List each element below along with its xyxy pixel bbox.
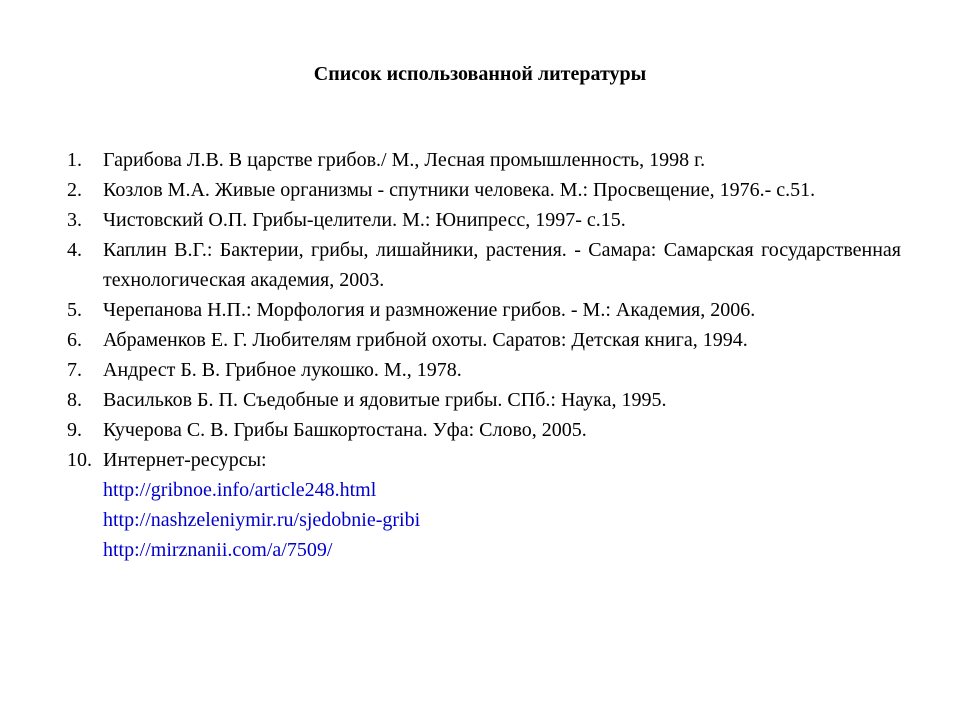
resource-link[interactable]: http://gribnoe.info/article248.html	[103, 479, 377, 501]
resource-link[interactable]: http://mirznanii.com/a/7509/	[103, 539, 333, 561]
list-item-text: Козлов М.А. Живые организмы - спутники человека. М.: Просвещение, 1976.- с.51.	[103, 179, 816, 201]
list-item	[67, 295, 901, 325]
list-item-text: Гарибова Л.В. В царстве грибов./ М., Лесная промышленность, 1998 г.	[103, 149, 706, 171]
list-item-number: 8.	[67, 389, 82, 411]
list-item	[67, 205, 901, 235]
list-item-number: 9.	[67, 419, 82, 441]
list-item-number: 1.	[67, 149, 82, 171]
list-item-text	[103, 445, 901, 565]
list-item	[67, 385, 901, 415]
list-item-number: 10.	[67, 449, 92, 471]
list-item-text: Кучерова С. В. Грибы Башкортостана. Уфа: Слово, 2005.	[103, 419, 587, 441]
list-item	[67, 145, 901, 175]
list-item	[67, 325, 901, 355]
list-item-number: 4.	[67, 239, 82, 261]
list-item-text: Абраменков Е. Г. Любителям грибной охоты. Саратов: Детская книга, 1994.	[103, 329, 748, 351]
list-item-text: Каплин В.Г.: Бактерии, грибы, лишайники, растения. - Самара: Самарская государственная технологическая академия, 2003.	[103, 239, 901, 291]
list-item-number: 3.	[67, 209, 82, 231]
list-item	[67, 415, 901, 445]
list-item-number: 5.	[67, 299, 82, 321]
list-item-text: Чистовский О.П. Грибы-целители. М.: Юнипресс, 1997- с.15.	[103, 209, 626, 231]
list-item-text: Андрест Б. В. Грибное лукошко. М., 1978.	[103, 359, 462, 381]
link-list	[103, 475, 901, 565]
list-item	[67, 235, 901, 295]
list-item-text: Васильков Б. П. Съедобные и ядовитые грибы. СПб.: Наука, 1995.	[103, 389, 667, 411]
list-item	[67, 445, 901, 565]
resource-link[interactable]: http://nashzeleniymir.ru/sjedobnie-gribi	[103, 509, 421, 531]
reference-list	[67, 145, 901, 565]
internet-resources-label: Интернет-ресурсы:	[103, 449, 267, 471]
list-item-number: 6.	[67, 329, 82, 351]
list-item	[67, 355, 901, 385]
list-item	[67, 175, 901, 205]
list-item-text: Черепанова Н.П.: Морфология и размножение грибов. - М.: Академия, 2006.	[103, 299, 756, 321]
list-item-number: 7.	[67, 359, 82, 381]
list-item-number: 2.	[67, 179, 82, 201]
page-title: Список использованной литературы	[313, 63, 647, 85]
